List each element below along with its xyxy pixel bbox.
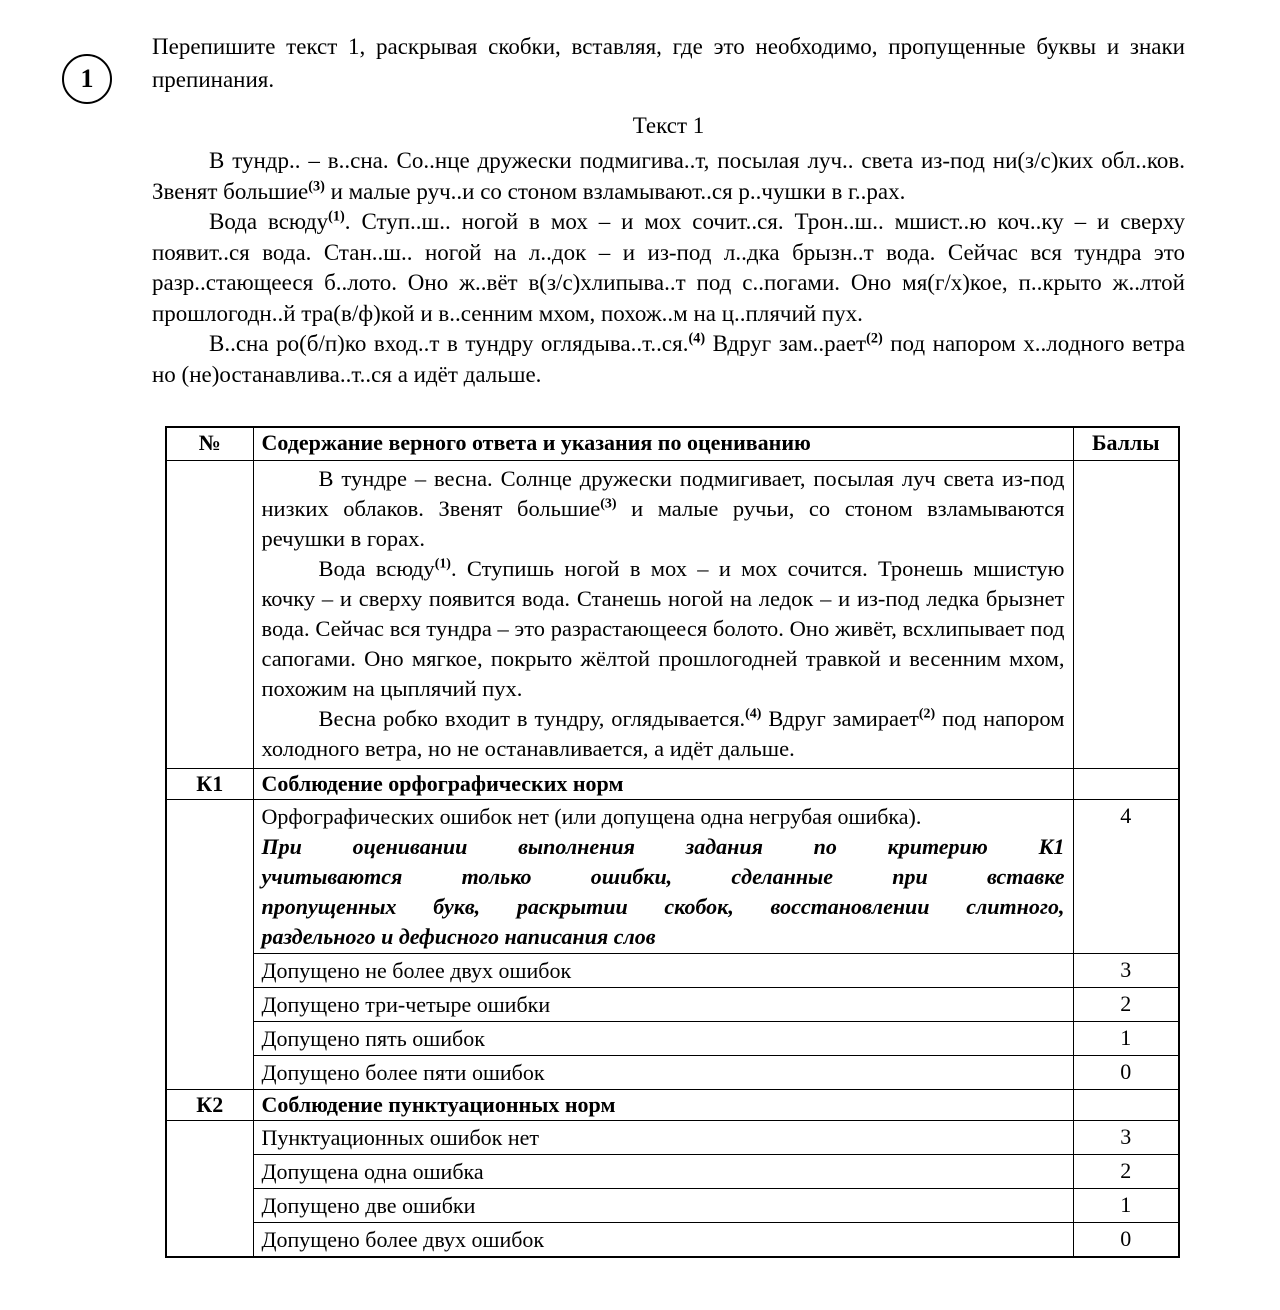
rule-text: Допущено более пяти ошибок <box>253 1055 1073 1089</box>
superscript-marker: (2) <box>866 330 883 347</box>
criteria-table <box>165 426 1180 1258</box>
rule-row <box>166 1188 1179 1222</box>
task-number: 1 <box>80 64 94 93</box>
answer-paragraph: Весна робко входит в тундру, оглядывается.$^{(4)}$ Вдруг замирает$^{(2)}$ под напором холодного ветра, но не останавливается, а идёт дальше. <box>261 705 1065 761</box>
superscript-marker: (3) <box>308 177 325 194</box>
rule-note <box>262 832 1065 952</box>
rule-note-line: раздельного и дефисного написания слов <box>261 923 656 949</box>
superscript-marker: (2) <box>918 706 936 721</box>
score-value: 2 <box>1073 1154 1179 1188</box>
rule-row <box>166 1120 1179 1154</box>
answer-cell <box>253 460 1073 768</box>
superscript-marker: (4) <box>745 706 762 721</box>
col-header-content: Содержание верного ответа и указания по оцениванию <box>253 427 1073 460</box>
task-paragraph: В тундр.. – в..сна. Со..нце дружески подмигива..т, посылая луч.. света из-под ни(з/с)ких обл..ков. Звенят большие$^{(3)}$ и малые руч..и со стоном взламывают..ся р..чушки в г..рах. <box>152 148 1185 204</box>
rule-text: Допущено две ошибки <box>253 1188 1073 1222</box>
rule-row <box>166 1021 1179 1055</box>
col-header-number: № <box>166 427 253 460</box>
empty-cell <box>1073 460 1179 768</box>
rule-text: Допущено пять ошибок <box>253 1021 1073 1055</box>
rule-text: Орфографических ошибок нет (или допущена одна негрубая ошибка). <box>261 803 922 829</box>
score-value: 3 <box>1073 953 1179 987</box>
rule-cell-k1-main <box>253 799 1073 953</box>
empty-cell <box>166 460 253 768</box>
task-text <box>152 146 1185 390</box>
score-value: 0 <box>1073 1222 1179 1257</box>
rule-row <box>166 799 1179 953</box>
criterion-title-k1: Соблюдение орфографических норм <box>253 768 1073 799</box>
criterion-row-k2 <box>166 1089 1179 1120</box>
score-value: 3 <box>1073 1120 1179 1154</box>
col-header-points: Баллы <box>1073 427 1179 460</box>
score-value: 0 <box>1073 1055 1179 1089</box>
superscript-marker: (3) <box>600 496 617 511</box>
criterion-code-k1: К1 <box>166 768 253 799</box>
score-value: 1 <box>1073 1021 1179 1055</box>
rule-row <box>166 987 1179 1021</box>
document-page <box>0 30 1280 1310</box>
rule-row <box>166 1222 1179 1257</box>
criterion-code-k2: К2 <box>166 1089 253 1120</box>
task-instruction: Перепишите текст 1, раскрывая скобки, вставляя, где это необходимо, пропущенные буквы и знаки препинания. <box>152 34 1185 92</box>
empty-cell <box>166 799 253 1089</box>
score-value: 4 <box>1073 799 1179 953</box>
criterion-title-k2: Соблюдение пунктуационных норм <box>253 1089 1073 1120</box>
rule-text: Пунктуационных ошибок нет <box>253 1120 1073 1154</box>
table-header-row <box>166 427 1179 460</box>
rule-text: Допущено три-четыре ошибки <box>253 987 1073 1021</box>
superscript-marker: (1) <box>328 208 345 225</box>
empty-cell <box>1073 1089 1179 1120</box>
answer-paragraph: В тундре – весна. Солнце дружески подмигивает, посылая луч света из-под низких облаков. Звенят большие$^{(3)}$ и малые ручьи, со стоном взламываются речушки в горах. <box>261 465 1065 551</box>
superscript-marker: (1) <box>434 556 451 571</box>
rule-row <box>166 953 1179 987</box>
score-value: 2 <box>1073 987 1179 1021</box>
rule-text: Допущено не более двух ошибок <box>253 953 1073 987</box>
answer-row <box>166 460 1179 768</box>
rule-text: Допущено более двух ошибок <box>253 1222 1073 1257</box>
criterion-row-k1 <box>166 768 1179 799</box>
empty-cell <box>1073 768 1179 799</box>
rule-note-line: При оценивании выполнения задания по критерию К1 <box>261 833 1065 859</box>
rule-text: Допущена одна ошибка <box>253 1154 1073 1188</box>
score-value: 1 <box>1073 1188 1179 1222</box>
answer-paragraph: Вода всюду$^{(1)}$. Ступишь ногой в мох – и мох сочится. Тронешь мшистую кочку – и сверху появится вода. Станешь ногой на ледок – и из-под ледка брызнет вода. Сейчас вся тундра – это разрастающееся болото. Оно живёт, всхлипывает под сапогами. Оно мягкое, покрыто жёлтой прошлогодней травкой и весенним мхом, похожим на цыплячий пух. <box>261 555 1065 701</box>
rule-note-line: пропущенных букв, раскрытии скобок, восстановлении слитного, <box>261 893 1065 919</box>
task-paragraph: В..сна ро(б/п)ко вход..т в тундру оглядыва..т..ся.$^{(4)}$ Вдруг зам..рает$^{(2)}$ под напором х..лодного ветра но (не)останавлива..т..ся а идёт дальше. <box>152 330 1186 387</box>
superscript-marker: (4) <box>688 330 706 347</box>
text-title: Текст 1 <box>632 113 705 138</box>
empty-cell <box>166 1120 253 1257</box>
rule-row <box>166 1055 1179 1089</box>
rule-row <box>166 1154 1179 1188</box>
task-number-badge <box>62 54 112 104</box>
task-paragraph: Вода всюду$^{(1)}$. Ступ..ш.. ногой в мох – и мох сочит..ся. Трон..ш.. мшист..ю коч..ку – и сверху появит..ся вода. Стан..ш.. ногой на л..док – и из-под л..дка брызн..т вода. Сейчас вся тундра это разр..стающееся б..лото. Оно ж..вёт в(з/с)хлипыва..т под с..погами. Оно мя(г/х)кое, п..крыто ж..лтой прошлогодн..й тра(в/ф)кой и в..сенним мхом, похож..м на ц..плячий пух. <box>152 208 1185 326</box>
rule-note-line: учитываются только ошибки, сделанные при вставке <box>261 863 1065 889</box>
